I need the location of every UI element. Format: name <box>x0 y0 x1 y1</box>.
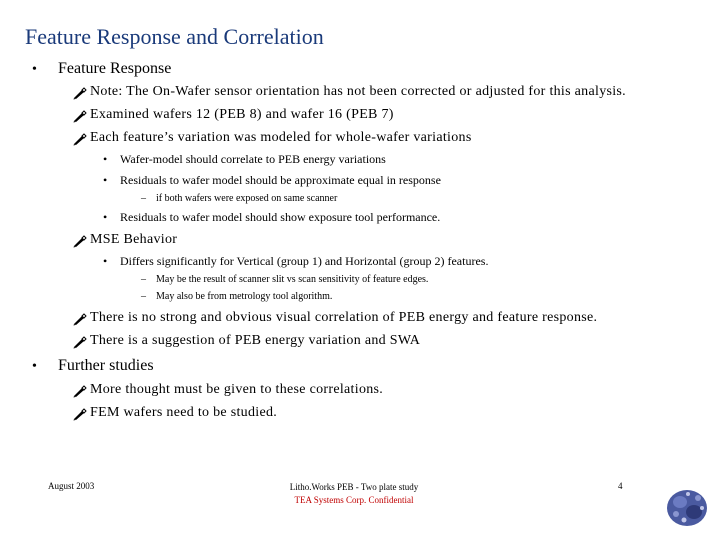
sub-bullet-differs: Differs significantly for Vertical (group 1) and Horizontal (group 2) features. <box>120 254 489 268</box>
subsub-scanner-slit: May be the result of scanner slit vs scan sensitivity of feature edges. <box>156 274 429 285</box>
dash: – <box>141 274 146 285</box>
bullet-dot: • <box>32 62 37 77</box>
page-number: 4 <box>618 481 623 491</box>
footer-center <box>274 481 434 507</box>
bullet-more-thought: More thought must be given to these correlations. <box>90 382 384 397</box>
pen-bullet-icon <box>72 132 88 146</box>
dash: – <box>141 291 146 302</box>
subsub-metrology: May also be from metrology tool algorithm. <box>156 291 333 302</box>
pen-bullet-icon <box>72 86 88 100</box>
sub-bullet-exposure-tool: Residuals to wafer model should show exposure tool performance. <box>120 210 441 224</box>
section-heading-feature-response: Feature Response <box>58 60 172 77</box>
bullet-examined-wafers: Examined wafers 12 (PEB 8) and wafer 16 (PEB 7) <box>90 107 394 122</box>
pen-bullet-icon <box>72 335 88 349</box>
footer-confidential: TEA Systems Corp. Confidential <box>294 495 414 505</box>
bullet-dot: • <box>103 210 108 224</box>
bullet-feature-variation: Each feature’s variation was modeled for whole-wafer variations <box>90 130 472 145</box>
bullet-dot: • <box>32 359 37 374</box>
subsub-same-scanner: if both wafers were exposed on same scanner <box>156 193 338 204</box>
footer-date: August 2003 <box>48 481 95 491</box>
bullet-dot: • <box>103 254 108 268</box>
bullet-dot: • <box>103 152 108 166</box>
dash: – <box>141 193 146 204</box>
pen-bullet-icon <box>72 407 88 421</box>
pen-bullet-icon <box>72 384 88 398</box>
page-title: Feature Response and Correlation <box>25 24 324 49</box>
bullet-suggestion-swa: There is a suggestion of PEB energy variation and SWA <box>90 333 421 348</box>
pen-bullet-icon <box>72 234 88 248</box>
sub-bullet-residuals: Residuals to wafer model should be approximate equal in response <box>120 173 441 187</box>
pen-bullet-icon <box>72 109 88 123</box>
section-heading-further-studies: Further studies <box>58 357 154 374</box>
company-logo <box>664 486 710 530</box>
bullet-fem-wafers: FEM wafers need to be studied. <box>90 405 278 420</box>
bullet-no-correlation: There is no strong and obvious visual correlation of PEB energy and feature response. <box>90 310 598 325</box>
pen-bullet-icon <box>72 312 88 326</box>
bullet-note: Note: The On-Wafer sensor orientation has not been corrected or adjusted for this analysis. <box>90 84 626 99</box>
bullet-mse-behavior: MSE Behavior <box>90 232 178 247</box>
bullet-dot: • <box>103 173 108 187</box>
sub-bullet-wafer-model: Wafer-model should correlate to PEB energy variations <box>120 152 386 166</box>
footer-title: Litho.Works PEB - Two plate study <box>289 482 419 492</box>
